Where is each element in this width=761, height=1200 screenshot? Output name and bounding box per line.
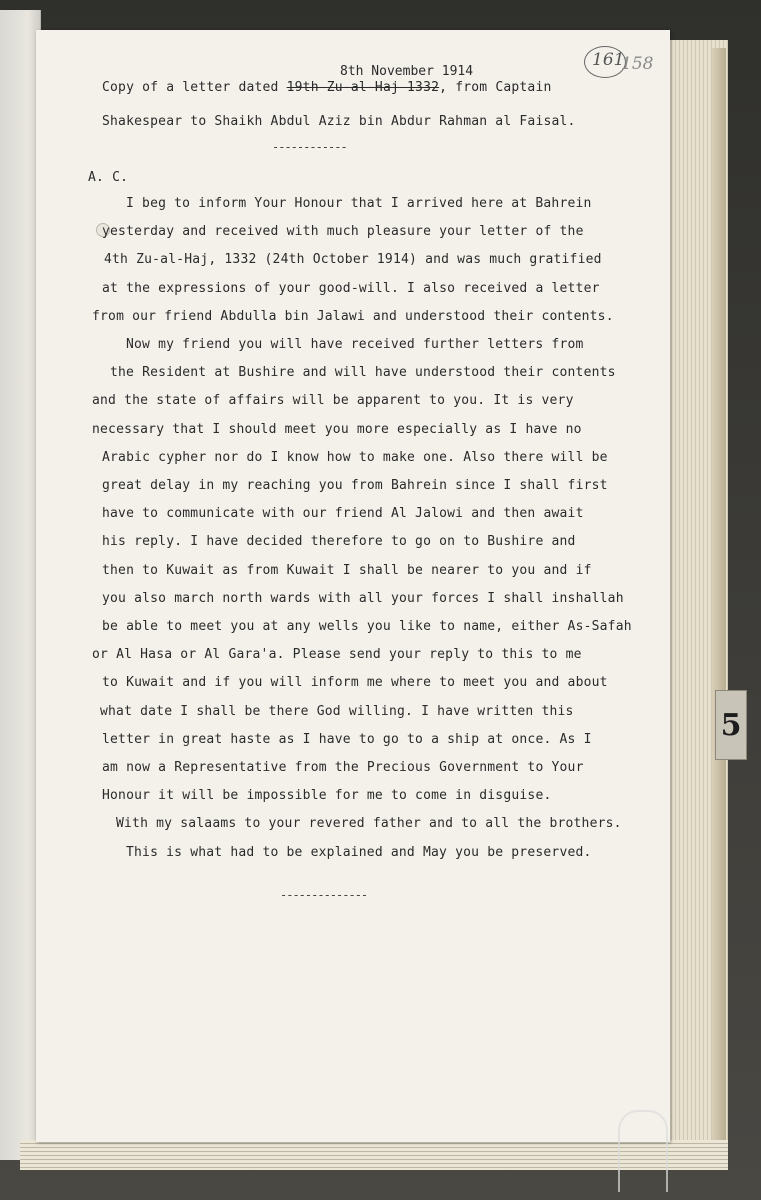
body-line: 4th Zu-al-Haj, 1332 (24th October 1914) and was much gratified <box>104 252 602 268</box>
body-line: you also march north wards with all your forces I shall inshallah <box>102 590 624 606</box>
body-line: necessary that I should meet you more especially as I have no <box>92 421 582 437</box>
body-line: This is what had to be explained and May you be preserved. <box>126 844 592 860</box>
facing-page-edge <box>0 10 41 1160</box>
body-line: from our friend Abdulla bin Jalawi and understood their contents. <box>92 308 614 324</box>
section-tab <box>715 690 747 760</box>
heading-line-1 <box>102 80 552 95</box>
body-line: yesterday and received with much pleasure your letter of the <box>102 224 584 240</box>
body-line: what date I shall be there God willing. I have written this <box>100 703 574 719</box>
body-line: his reply. I have decided therefore to go on to Bushire and <box>102 534 576 550</box>
page-stack-edge <box>712 48 726 1158</box>
heading-line-2: Shakespear to Shaikh Abdul Aziz bin Abdur Rahman al Faisal. <box>102 114 576 129</box>
divider-bottom: -------------- <box>280 888 368 902</box>
divider-top: ------------ <box>272 140 347 154</box>
body-line: to Kuwait and if you will inform me where to meet you and about <box>102 675 608 691</box>
document-page <box>36 30 670 1142</box>
struck-date: 19th Zu-al-Haj 1332 <box>286 80 440 95</box>
body-line: I beg to inform Your Honour that I arrived here at Bahrein <box>126 196 592 211</box>
body-line: With my salaams to your revered father and to all the brothers. <box>116 816 622 832</box>
body-line: letter in great haste as I have to go to a ship at once. As I <box>102 731 592 747</box>
body-line: be able to meet you at any wells you like to name, either As-Safah <box>102 619 632 634</box>
body-line: the Resident at Bushire and will have understood their contents <box>110 365 616 381</box>
letter-text <box>36 30 670 1142</box>
body-line: Honour it will be impossible for me to come in disguise. <box>102 788 552 804</box>
body-line: Now my friend you will have received further letters from <box>126 337 584 352</box>
heading-prefix: Copy of a letter dated <box>102 80 287 95</box>
folio-number: 161 <box>592 50 625 70</box>
body-line: great delay in my reaching you from Bahrein since I shall first <box>102 478 608 493</box>
date-insertion: 8th November 1914 <box>340 64 474 79</box>
body-line: and the state of affairs will be apparent to you. It is very <box>92 393 574 409</box>
body-line: then to Kuwait as from Kuwait I shall be nearer to you and if <box>102 562 592 578</box>
binder-clip <box>618 1110 668 1192</box>
body-line: am now a Representative from the Precious Government to Your <box>102 760 584 775</box>
body-line: Arabic cypher nor do I know how to make one. Also there will be <box>102 449 608 465</box>
salutation: A. C. <box>88 170 129 185</box>
heading-suffix: , from Captain <box>439 80 552 95</box>
prior-folio-number: 158 <box>621 54 654 74</box>
body-line: at the expressions of your good-will. I also received a letter <box>102 280 600 296</box>
body-line: or Al Hasa or Al Gara'a. Please send your reply to this to me <box>92 647 582 663</box>
section-tab-label: 5 <box>720 707 742 743</box>
body-line: have to communicate with our friend Al Jalowi and then await <box>102 506 584 522</box>
